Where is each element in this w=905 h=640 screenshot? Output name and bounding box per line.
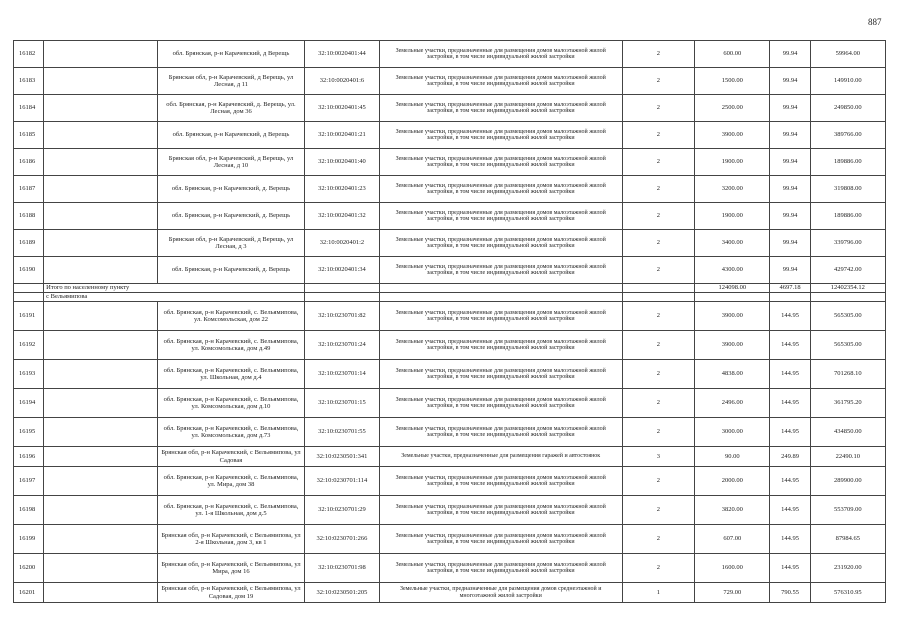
row-area: 607.00 (695, 525, 770, 554)
row-area: 2000.00 (695, 467, 770, 496)
table-row (14, 176, 886, 203)
row-price: 99.94 (770, 122, 810, 149)
row-area: 1900.00 (695, 149, 770, 176)
row-area: 3200.00 (695, 176, 770, 203)
table-row (14, 496, 886, 525)
row-spacer (44, 41, 158, 68)
total-area: 124098.00 (695, 284, 770, 293)
row-number: 16183 (14, 68, 44, 95)
row-area: 4838.00 (695, 360, 770, 389)
row-purpose: Земельные участки, предназначенные для размещения домов малоэтажной жилой застройки, в том числе индивидуальной жилой застройки (379, 467, 622, 496)
table-row (14, 203, 886, 230)
row-cadastral-number: 32:10:0020401:23 (305, 176, 379, 203)
row-address: обл. Брянская, р-н Карачевский, с. Вельямипова, ул. Школьная, дом д.4 (157, 360, 305, 389)
row-group: 2 (622, 203, 694, 230)
locality-row (14, 293, 886, 302)
row-number: 16201 (14, 583, 44, 603)
total-purpose-cell (379, 284, 622, 293)
row-value: 553709.00 (810, 496, 885, 525)
row-purpose: Земельные участки, предназначенные для размещения домов малоэтажной жилой застройки, в том числе индивидуальной жилой застройки (379, 230, 622, 257)
table-row (14, 583, 886, 603)
land-register-table (13, 40, 886, 603)
row-cadastral-number: 32:10:0230701:29 (305, 496, 379, 525)
row-purpose: Земельные участки, предназначенные для размещения домов малоэтажной жилой застройки, в том числе индивидуальной жилой застройки (379, 389, 622, 418)
row-value: 189886.00 (810, 203, 885, 230)
row-cadastral-number: 32:10:0230501:341 (305, 447, 379, 467)
row-address: обл. Брянская, р-н Карачевский, с. Вельямипова, ул. Комсомольская, дом 22 (157, 302, 305, 331)
total-group-cell (622, 284, 694, 293)
row-spacer (44, 203, 158, 230)
row-purpose: Земельные участки, предназначенные для размещения домов малоэтажной жилой застройки, в том числе индивидуальной жилой застройки (379, 176, 622, 203)
table-row (14, 331, 886, 360)
row-address: обл. Брянская, р-н Карачевский, с. Вельямипова, ул. Комсомольская, дом д.10 (157, 389, 305, 418)
locality-value-cell (810, 293, 885, 302)
row-number: 16190 (14, 257, 44, 284)
row-value: 59964.00 (810, 41, 885, 68)
row-number: 16189 (14, 230, 44, 257)
row-value: 339796.00 (810, 230, 885, 257)
row-cadastral-number: 32:10:0230701:98 (305, 554, 379, 583)
row-spacer (44, 554, 158, 583)
row-number: 16185 (14, 122, 44, 149)
table-row (14, 389, 886, 418)
row-cadastral-number: 32:10:0020401:44 (305, 41, 379, 68)
row-purpose: Земельные участки, предназначенные для размещения домов малоэтажной жилой застройки, в том числе индивидуальной жилой застройки (379, 95, 622, 122)
row-price: 144.95 (770, 554, 810, 583)
locality-name: с Вельямипова (44, 293, 305, 302)
row-purpose: Земельные участки, предназначенные для размещения домов среднеэтажной и многоэтажной жилой застройки (379, 583, 622, 603)
row-area: 3900.00 (695, 302, 770, 331)
table-row (14, 95, 886, 122)
row-value: 434850.00 (810, 418, 885, 447)
row-spacer (44, 467, 158, 496)
row-number: 16194 (14, 389, 44, 418)
row-purpose: Земельные участки, предназначенные для размещения домов малоэтажной жилой застройки, в том числе индивидуальной жилой застройки (379, 496, 622, 525)
row-purpose: Земельные участки, предназначенные для размещения домов малоэтажной жилой застройки, в том числе индивидуальной жилой застройки (379, 302, 622, 331)
row-area: 4300.00 (695, 257, 770, 284)
row-price: 790.55 (770, 583, 810, 603)
row-cadastral-number: 32:10:0230701:15 (305, 389, 379, 418)
row-value: 149910.00 (810, 68, 885, 95)
table-row (14, 149, 886, 176)
row-cadastral-number: 32:10:0230701:82 (305, 302, 379, 331)
locality-group-cell (622, 293, 694, 302)
row-price: 99.94 (770, 149, 810, 176)
row-group: 2 (622, 257, 694, 284)
locality-area-cell (695, 293, 770, 302)
row-group: 2 (622, 122, 694, 149)
row-purpose: Земельные участки, предназначенные для размещения домов малоэтажной жилой застройки, в том числе индивидуальной жилой застройки (379, 149, 622, 176)
row-group: 2 (622, 149, 694, 176)
row-spacer (44, 447, 158, 467)
table-row (14, 257, 886, 284)
row-price: 144.95 (770, 525, 810, 554)
row-address: обл. Брянская, р-н Карачевский, с. Вельямипова, ул. Комсомольская, дом д.49 (157, 331, 305, 360)
row-address: обл. Брянская, р-н Карачевский, д. Верещь (157, 176, 305, 203)
row-number: 16191 (14, 302, 44, 331)
total-row (14, 284, 886, 293)
row-spacer (44, 257, 158, 284)
row-spacer (44, 360, 158, 389)
row-price: 144.95 (770, 302, 810, 331)
row-cadastral-number: 32:10:0230701:14 (305, 360, 379, 389)
table-row (14, 302, 886, 331)
row-area: 2496.00 (695, 389, 770, 418)
total-value: 12402354.12 (810, 284, 885, 293)
row-price: 144.95 (770, 360, 810, 389)
row-spacer (44, 525, 158, 554)
row-cadastral-number: 32:10:0230701:24 (305, 331, 379, 360)
locality-cadastral-cell (305, 293, 379, 302)
row-spacer (44, 230, 158, 257)
row-spacer (44, 122, 158, 149)
table-row (14, 447, 886, 467)
row-value: 565305.00 (810, 331, 885, 360)
row-address: Брянская обл, р-н Карачевский, с Вельямипова, ул Садовая (157, 447, 305, 467)
row-group: 2 (622, 176, 694, 203)
row-price: 99.94 (770, 176, 810, 203)
row-area: 2500.00 (695, 95, 770, 122)
row-number: 16200 (14, 554, 44, 583)
row-number: 16182 (14, 41, 44, 68)
row-value: 701268.10 (810, 360, 885, 389)
row-number: 16198 (14, 496, 44, 525)
row-area: 3000.00 (695, 418, 770, 447)
row-area: 729.00 (695, 583, 770, 603)
row-price: 144.95 (770, 418, 810, 447)
row-cadastral-number: 32:10:0020401:34 (305, 257, 379, 284)
row-purpose: Земельные участки, предназначенные для размещения домов малоэтажной жилой застройки, в том числе индивидуальной жилой застройки (379, 122, 622, 149)
row-area: 3820.00 (695, 496, 770, 525)
table-row (14, 525, 886, 554)
total-num-cell (14, 284, 44, 293)
row-address: обл. Брянская, р-н Карачевский, д. Верещь (157, 203, 305, 230)
row-number: 16188 (14, 203, 44, 230)
row-group: 2 (622, 230, 694, 257)
row-purpose: Земельные участки, предназначенные для размещения гаражей и автостоянок (379, 447, 622, 467)
row-spacer (44, 418, 158, 447)
row-value: 87984.65 (810, 525, 885, 554)
row-number: 16192 (14, 331, 44, 360)
row-value: 189886.00 (810, 149, 885, 176)
row-purpose: Земельные участки, предназначенные для размещения домов малоэтажной жилой застройки, в том числе индивидуальной жилой застройки (379, 68, 622, 95)
row-cadastral-number: 32:10:0230701:55 (305, 418, 379, 447)
row-cadastral-number: 32:10:0230701:266 (305, 525, 379, 554)
row-price: 249.89 (770, 447, 810, 467)
row-area: 3900.00 (695, 122, 770, 149)
row-group: 2 (622, 496, 694, 525)
row-price: 144.95 (770, 496, 810, 525)
row-address: обл. Брянская, р-н Карачевский, с. Вельямипова, ул. Комсомольская, дом д.73 (157, 418, 305, 447)
row-group: 2 (622, 467, 694, 496)
row-spacer (44, 331, 158, 360)
row-cadastral-number: 32:10:0020401:40 (305, 149, 379, 176)
row-address: обл. Брянская, р-н Карачевский, д Верещь (157, 41, 305, 68)
row-spacer (44, 583, 158, 603)
row-group: 2 (622, 525, 694, 554)
row-address: Брянская обл, р-н Карачевский, д Верещь, ул Лесная, д 3 (157, 230, 305, 257)
row-area: 1600.00 (695, 554, 770, 583)
row-cadastral-number: 32:10:0020401:6 (305, 68, 379, 95)
row-area: 3400.00 (695, 230, 770, 257)
row-number: 16186 (14, 149, 44, 176)
row-group: 2 (622, 331, 694, 360)
row-value: 231920.00 (810, 554, 885, 583)
row-value: 289900.00 (810, 467, 885, 496)
row-group: 3 (622, 447, 694, 467)
row-spacer (44, 496, 158, 525)
row-area: 3900.00 (695, 331, 770, 360)
row-address: Брянская обл, р-н Карачевский, с Вельямипова, ул 2-я Школьная, дом 3, кв 1 (157, 525, 305, 554)
table-row (14, 360, 886, 389)
row-purpose: Земельные участки, предназначенные для размещения домов малоэтажной жилой застройки, в том числе индивидуальной жилой застройки (379, 360, 622, 389)
total-price: 4697.18 (770, 284, 810, 293)
row-group: 2 (622, 389, 694, 418)
row-purpose: Земельные участки, предназначенные для размещения домов малоэтажной жилой застройки, в том числе индивидуальной жилой застройки (379, 203, 622, 230)
table-row (14, 122, 886, 149)
row-address: Брянская обл, р-н Карачевский, с Вельямипова, ул Мира, дом 16 (157, 554, 305, 583)
row-value: 565305.00 (810, 302, 885, 331)
row-spacer (44, 95, 158, 122)
locality-price-cell (770, 293, 810, 302)
row-group: 2 (622, 68, 694, 95)
row-cadastral-number: 32:10:0020401:45 (305, 95, 379, 122)
total-cadastral-cell (305, 284, 379, 293)
locality-purpose-cell (379, 293, 622, 302)
row-cadastral-number: 32:10:0230701:114 (305, 467, 379, 496)
row-area: 1900.00 (695, 203, 770, 230)
row-group: 2 (622, 360, 694, 389)
total-label: Итого по населенному пункту (44, 284, 305, 293)
row-value: 249850.00 (810, 95, 885, 122)
table-body-village-b (14, 302, 886, 603)
row-spacer (44, 302, 158, 331)
table-body-village-a (14, 41, 886, 284)
row-address: Брянская обл, р-н Карачевский, д Верещь, ул Лесная, д 10 (157, 149, 305, 176)
table-row (14, 418, 886, 447)
row-number: 16199 (14, 525, 44, 554)
row-number: 16195 (14, 418, 44, 447)
row-price: 99.94 (770, 95, 810, 122)
row-price: 144.95 (770, 467, 810, 496)
row-address: Брянская обл, р-н Карачевский, с Вельямипова, ул Садовая, дом 19 (157, 583, 305, 603)
row-address: обл. Брянская, р-н Карачевский, с. Вельямипова, ул. 1-я Школьная, дом д.5 (157, 496, 305, 525)
row-value: 389766.00 (810, 122, 885, 149)
row-address: обл. Брянская, р-н Карачевский, д Верещь (157, 122, 305, 149)
row-group: 2 (622, 302, 694, 331)
row-number: 16193 (14, 360, 44, 389)
row-price: 99.94 (770, 257, 810, 284)
table-row (14, 467, 886, 496)
row-price: 144.95 (770, 389, 810, 418)
row-address: Брянская обл, р-н Карачевский, д Верещь, ул Лесная, д 11 (157, 68, 305, 95)
row-group: 2 (622, 418, 694, 447)
row-spacer (44, 68, 158, 95)
row-cadastral-number: 32:10:0020401:32 (305, 203, 379, 230)
row-value: 22490.10 (810, 447, 885, 467)
row-purpose: Земельные участки, предназначенные для размещения домов малоэтажной жилой застройки, в том числе индивидуальной жилой застройки (379, 418, 622, 447)
row-price: 144.95 (770, 331, 810, 360)
row-price: 99.94 (770, 230, 810, 257)
row-value: 576310.95 (810, 583, 885, 603)
row-value: 429742.00 (810, 257, 885, 284)
row-price: 99.94 (770, 41, 810, 68)
row-cadastral-number: 32:10:0230501:205 (305, 583, 379, 603)
row-price: 99.94 (770, 203, 810, 230)
locality-num-cell (14, 293, 44, 302)
row-value: 361795.20 (810, 389, 885, 418)
row-value: 319808.00 (810, 176, 885, 203)
row-number: 16187 (14, 176, 44, 203)
row-purpose: Земельные участки, предназначенные для размещения домов малоэтажной жилой застройки, в том числе индивидуальной жилой застройки (379, 257, 622, 284)
table-row (14, 230, 886, 257)
row-spacer (44, 389, 158, 418)
row-purpose: Земельные участки, предназначенные для размещения домов малоэтажной жилой застройки, в том числе индивидуальной жилой застройки (379, 554, 622, 583)
row-address: обл. Брянская, р-н Карачевский, д. Верещь, ул. Лесная, дом 36 (157, 95, 305, 122)
row-group: 1 (622, 583, 694, 603)
row-price: 99.94 (770, 68, 810, 95)
row-spacer (44, 176, 158, 203)
table-row (14, 41, 886, 68)
row-group: 2 (622, 95, 694, 122)
row-area: 1500.00 (695, 68, 770, 95)
table-body-total (14, 284, 886, 302)
row-group: 2 (622, 554, 694, 583)
page-number: 887 (868, 17, 882, 27)
row-cadastral-number: 32:10:0020401:2 (305, 230, 379, 257)
row-address: обл. Брянская, р-н Карачевский, с. Вельямипова, ул. Мира, дом 38 (157, 467, 305, 496)
row-purpose: Земельные участки, предназначенные для размещения домов малоэтажной жилой застройки, в том числе индивидуальной жилой застройки (379, 525, 622, 554)
row-spacer (44, 149, 158, 176)
row-area: 90.00 (695, 447, 770, 467)
row-address: обл. Брянская, р-н Карачевский, д. Верещь (157, 257, 305, 284)
row-area: 600.00 (695, 41, 770, 68)
table-row (14, 554, 886, 583)
table-row (14, 68, 886, 95)
row-group: 2 (622, 41, 694, 68)
row-cadastral-number: 32:10:0020401:21 (305, 122, 379, 149)
row-number: 16197 (14, 467, 44, 496)
row-purpose: Земельные участки, предназначенные для размещения домов малоэтажной жилой застройки, в том числе индивидуальной жилой застройки (379, 41, 622, 68)
row-number: 16184 (14, 95, 44, 122)
row-number: 16196 (14, 447, 44, 467)
row-purpose: Земельные участки, предназначенные для размещения домов малоэтажной жилой застройки, в том числе индивидуальной жилой застройки (379, 331, 622, 360)
